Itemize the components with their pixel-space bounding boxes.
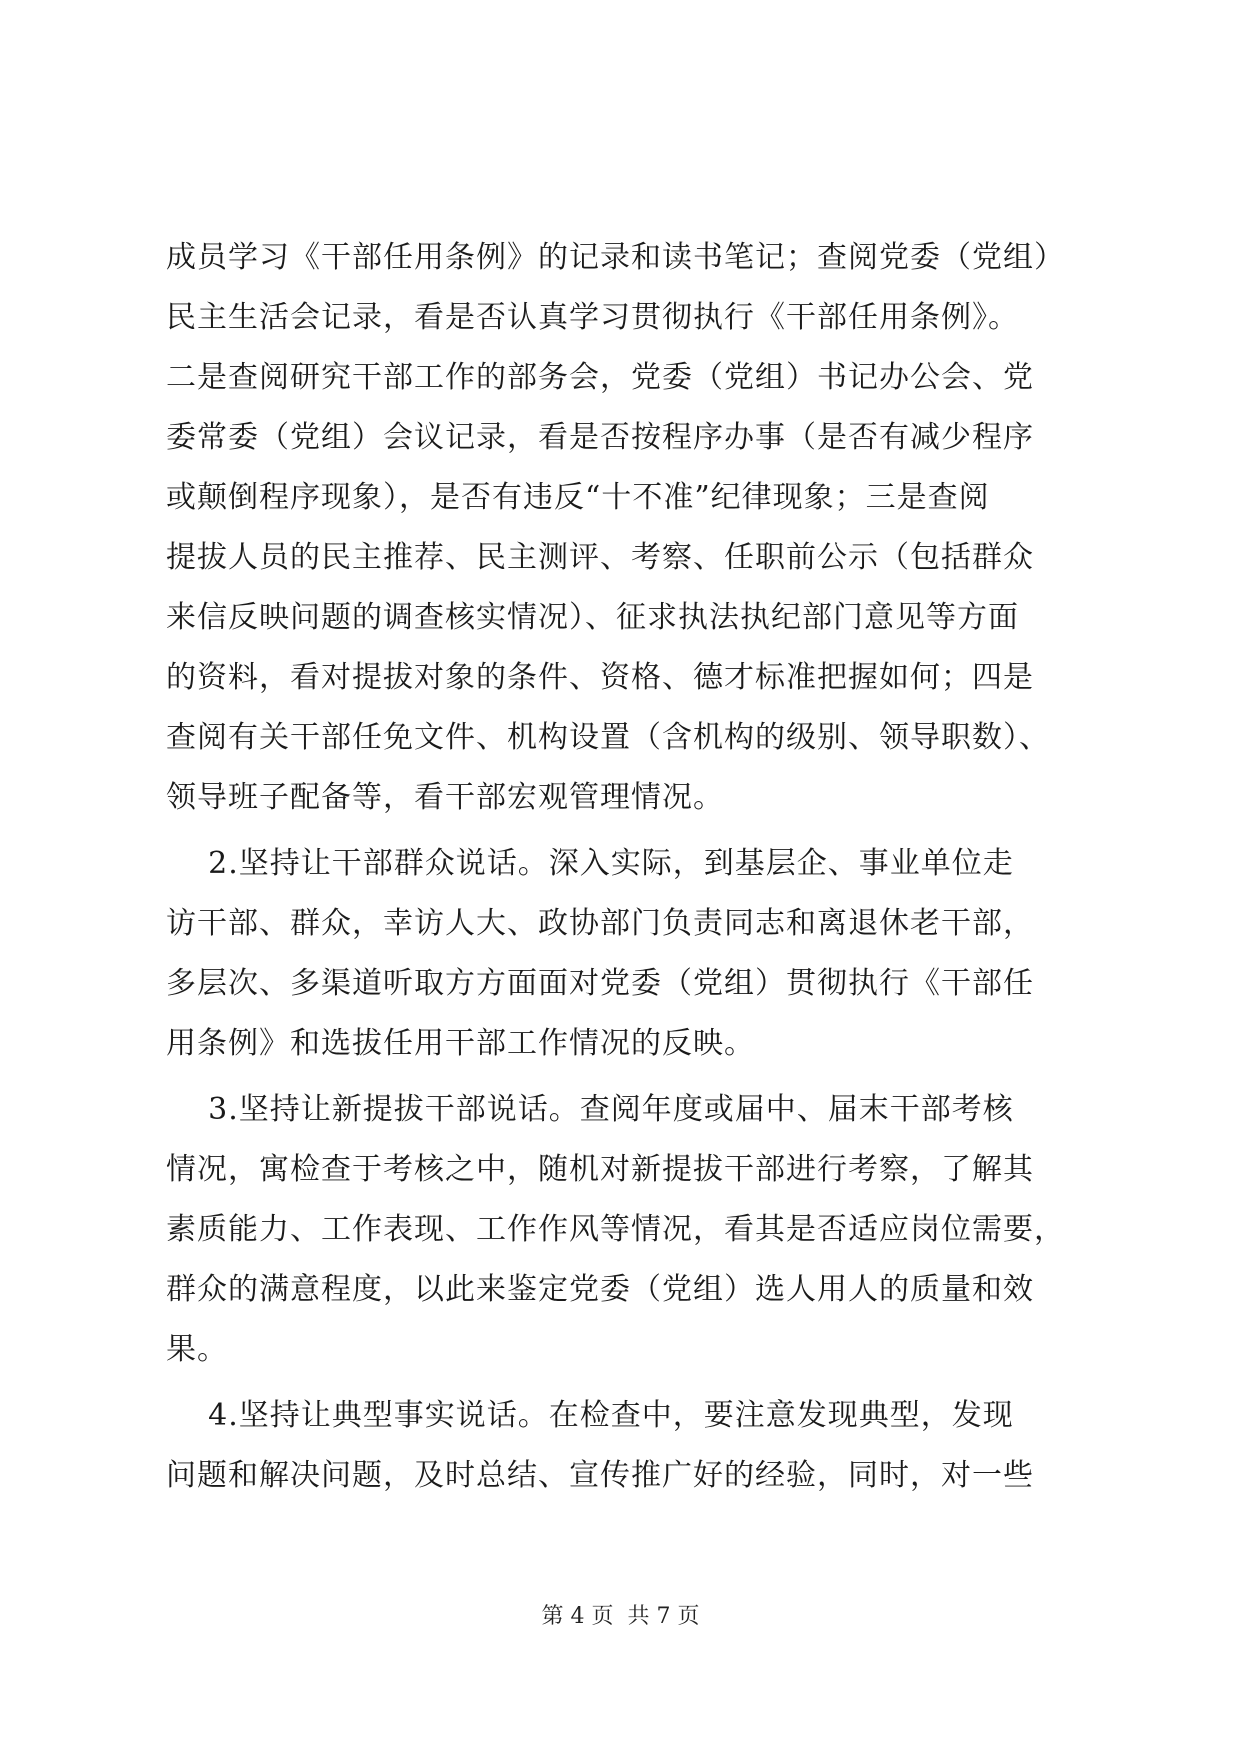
- text-line: 的资料，看对提拔对象的条件、资格、德才标准把握如何；四是: [166, 660, 1034, 695]
- text-line: 群众的满意程度，以此来鉴定党委（党组）选人用人的质量和效: [166, 1272, 1034, 1307]
- page-number-label: 第 4 页 共 7 页: [541, 1604, 700, 1629]
- text-line: 素质能力、工作表现、工作作风等情况，看其是否适应岗位需要，: [166, 1212, 1065, 1247]
- text-line: 来信反映问题的调查核实情况）、征求执法执纪部门意见等方面: [166, 600, 1019, 635]
- text-line: 问题和解决问题，及时总结、宣传推广好的经验，同时，对一些: [166, 1458, 1034, 1493]
- text-line: 2.坚持让干部群众说话。深入实际，到基层企、事业单位走: [166, 846, 1014, 881]
- body-text: [166, 228, 1096, 1506]
- text-line: 领导班子配备等，看干部宏观管理情况。: [166, 780, 724, 815]
- text-line: 或颠倒程序现象），是否有违反“十不准”纪律现象；三是查阅: [166, 480, 990, 515]
- text-line: 二是查阅研究干部工作的部务会，党委（党组）书记办公会、党: [166, 360, 1034, 395]
- text-line: 3.坚持让新提拔干部说话。查阅年度或届中、届末干部考核: [166, 1092, 1014, 1127]
- text-line: 多层次、多渠道听取方方面面对党委（党组）贯彻执行《干部任: [166, 966, 1034, 1001]
- text-line: 委常委（党组）会议记录，看是否按程序办事（是否有减少程序: [166, 420, 1034, 455]
- text-line: 查阅有关干部任免文件、机构设置（含机构的级别、领导职数）、: [166, 720, 1050, 755]
- text-line: 用条例》和选拔任用干部工作情况的反映。: [166, 1026, 755, 1061]
- text-line: 情况，寓检查于考核之中，随机对新提拔干部进行考察，了解其: [166, 1152, 1034, 1187]
- text-line: 提拔人员的民主推荐、民主测评、考察、任职前公示（包括群众: [166, 540, 1034, 575]
- text-line: 访干部、群众，幸访人大、政协部门负责同志和离退休老干部，: [166, 906, 1034, 941]
- text-line: 果。: [166, 1332, 228, 1367]
- text-line: 民主生活会记录，看是否认真学习贯彻执行《干部任用条例》。: [166, 300, 1019, 335]
- text-line: 成员学习《干部任用条例》的记录和读书笔记；查阅党委（党组）: [166, 240, 1065, 275]
- page-footer: [0, 1602, 1241, 1632]
- text-line: 4.坚持让典型事实说话。在检查中，要注意发现典型，发现: [166, 1398, 1014, 1433]
